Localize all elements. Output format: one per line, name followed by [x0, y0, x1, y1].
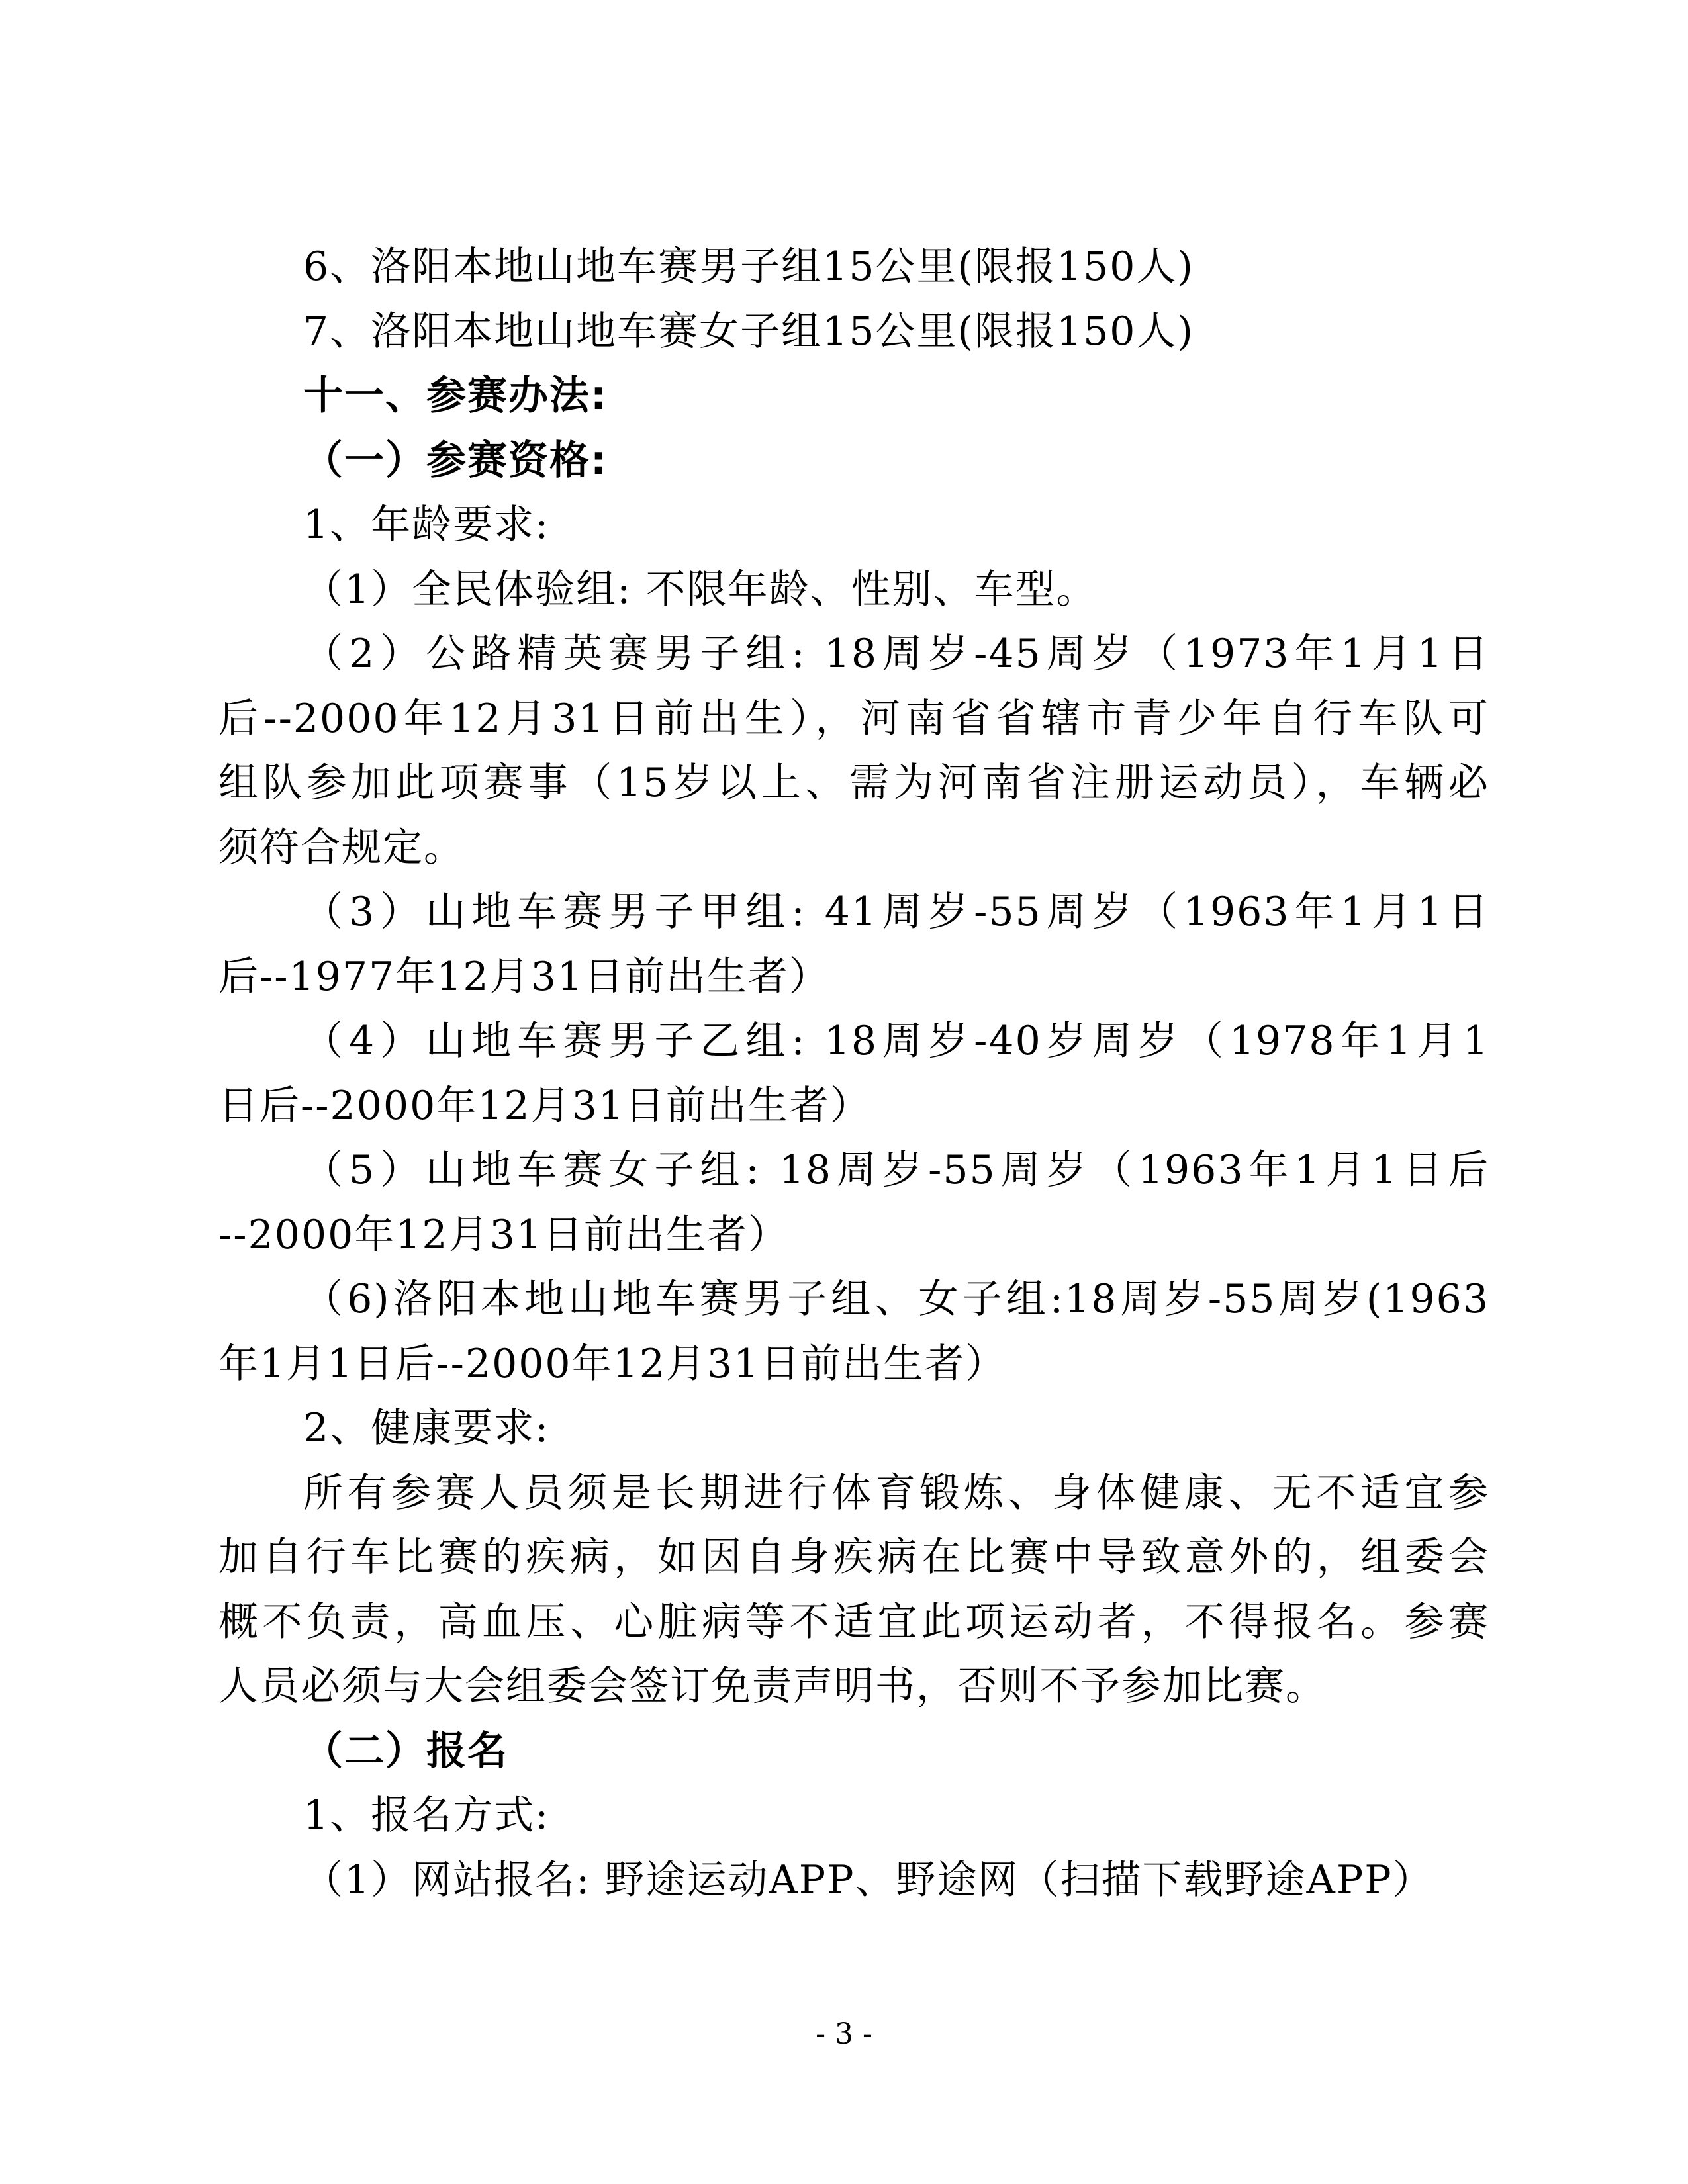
health-paragraph-line-3: 概不负责，高血压、心脏病等不适宜此项运动者，不得报名。参赛: [218, 1598, 1489, 1645]
age-item-4-line-1: （4）山地车赛男子乙组: 18周岁-40岁周岁（1978年1月1: [303, 1018, 1489, 1064]
page-number: - 3 -: [816, 2017, 872, 2051]
registration-method-heading: 1、报名方式:: [303, 1792, 550, 1839]
section-heading-11: 十一、参赛办法:: [303, 373, 608, 419]
age-item-6-line-2: 年1月1日后--2000年12月31日前出生者）: [218, 1340, 1007, 1387]
age-item-5-line-1: （5）山地车赛女子组: 18周岁-55周岁（1963年1月1日后: [303, 1147, 1489, 1193]
body-text: [218, 235, 1489, 1913]
age-item-3-line-1: （3）山地车赛男子甲组: 41周岁-55周岁（1963年1月1日: [303, 889, 1489, 935]
subsection-heading-eligibility: （一）参赛资格:: [303, 437, 608, 484]
age-requirement-heading: 1、年龄要求:: [303, 502, 550, 548]
subsection-heading-registration: （二）报名: [303, 1727, 508, 1774]
health-paragraph-line-2: 加自行车比赛的疾病，如因自身疾病在比赛中导致意外的，组委会: [218, 1534, 1489, 1580]
age-item-1: （1）全民体验组: 不限年龄、性别、车型。: [303, 566, 1098, 613]
age-item-2-line-4: 须符合规定。: [218, 824, 465, 871]
age-item-2-line-3: 组队参加此项赛事（15岁以上、需为河南省注册运动员），车辆必: [218, 760, 1489, 806]
list-item-7: 7、洛阳本地山地车赛女子组15公里(限报150人): [303, 308, 1194, 355]
age-item-2-line-1: （2）公路精英赛男子组: 18周岁-45周岁（1973年1月1日: [303, 631, 1489, 677]
health-paragraph-line-4: 人员必须与大会组委会签订免责声明书，否则不予参加比赛。: [218, 1663, 1327, 1709]
registration-method-1: （1）网站报名: 野途运动APP、野途网（扫描下载野途APP）: [303, 1856, 1434, 1903]
age-item-6-line-1: （6)洛阳本地山地车赛男子组、女子组:18周岁-55周岁(1963: [303, 1276, 1489, 1322]
health-requirement-heading: 2、健康要求:: [303, 1405, 550, 1451]
age-item-3-line-2: 后--1977年12月31日前出生者）: [218, 953, 830, 1000]
age-item-2-line-2: 后--2000年12月31日前出生），河南省省辖市青少年自行车队可: [218, 695, 1489, 742]
list-item-6: 6、洛阳本地山地车赛男子组15公里(限报150人): [303, 244, 1194, 290]
health-paragraph-line-1: 所有参赛人员须是长期进行体育锻炼、身体健康、无不适宜参: [303, 1469, 1489, 1516]
age-item-4-line-2: 日后--2000年12月31日前出生者）: [218, 1082, 871, 1129]
age-item-5-line-2: --2000年12月31日前出生者）: [218, 1211, 789, 1258]
